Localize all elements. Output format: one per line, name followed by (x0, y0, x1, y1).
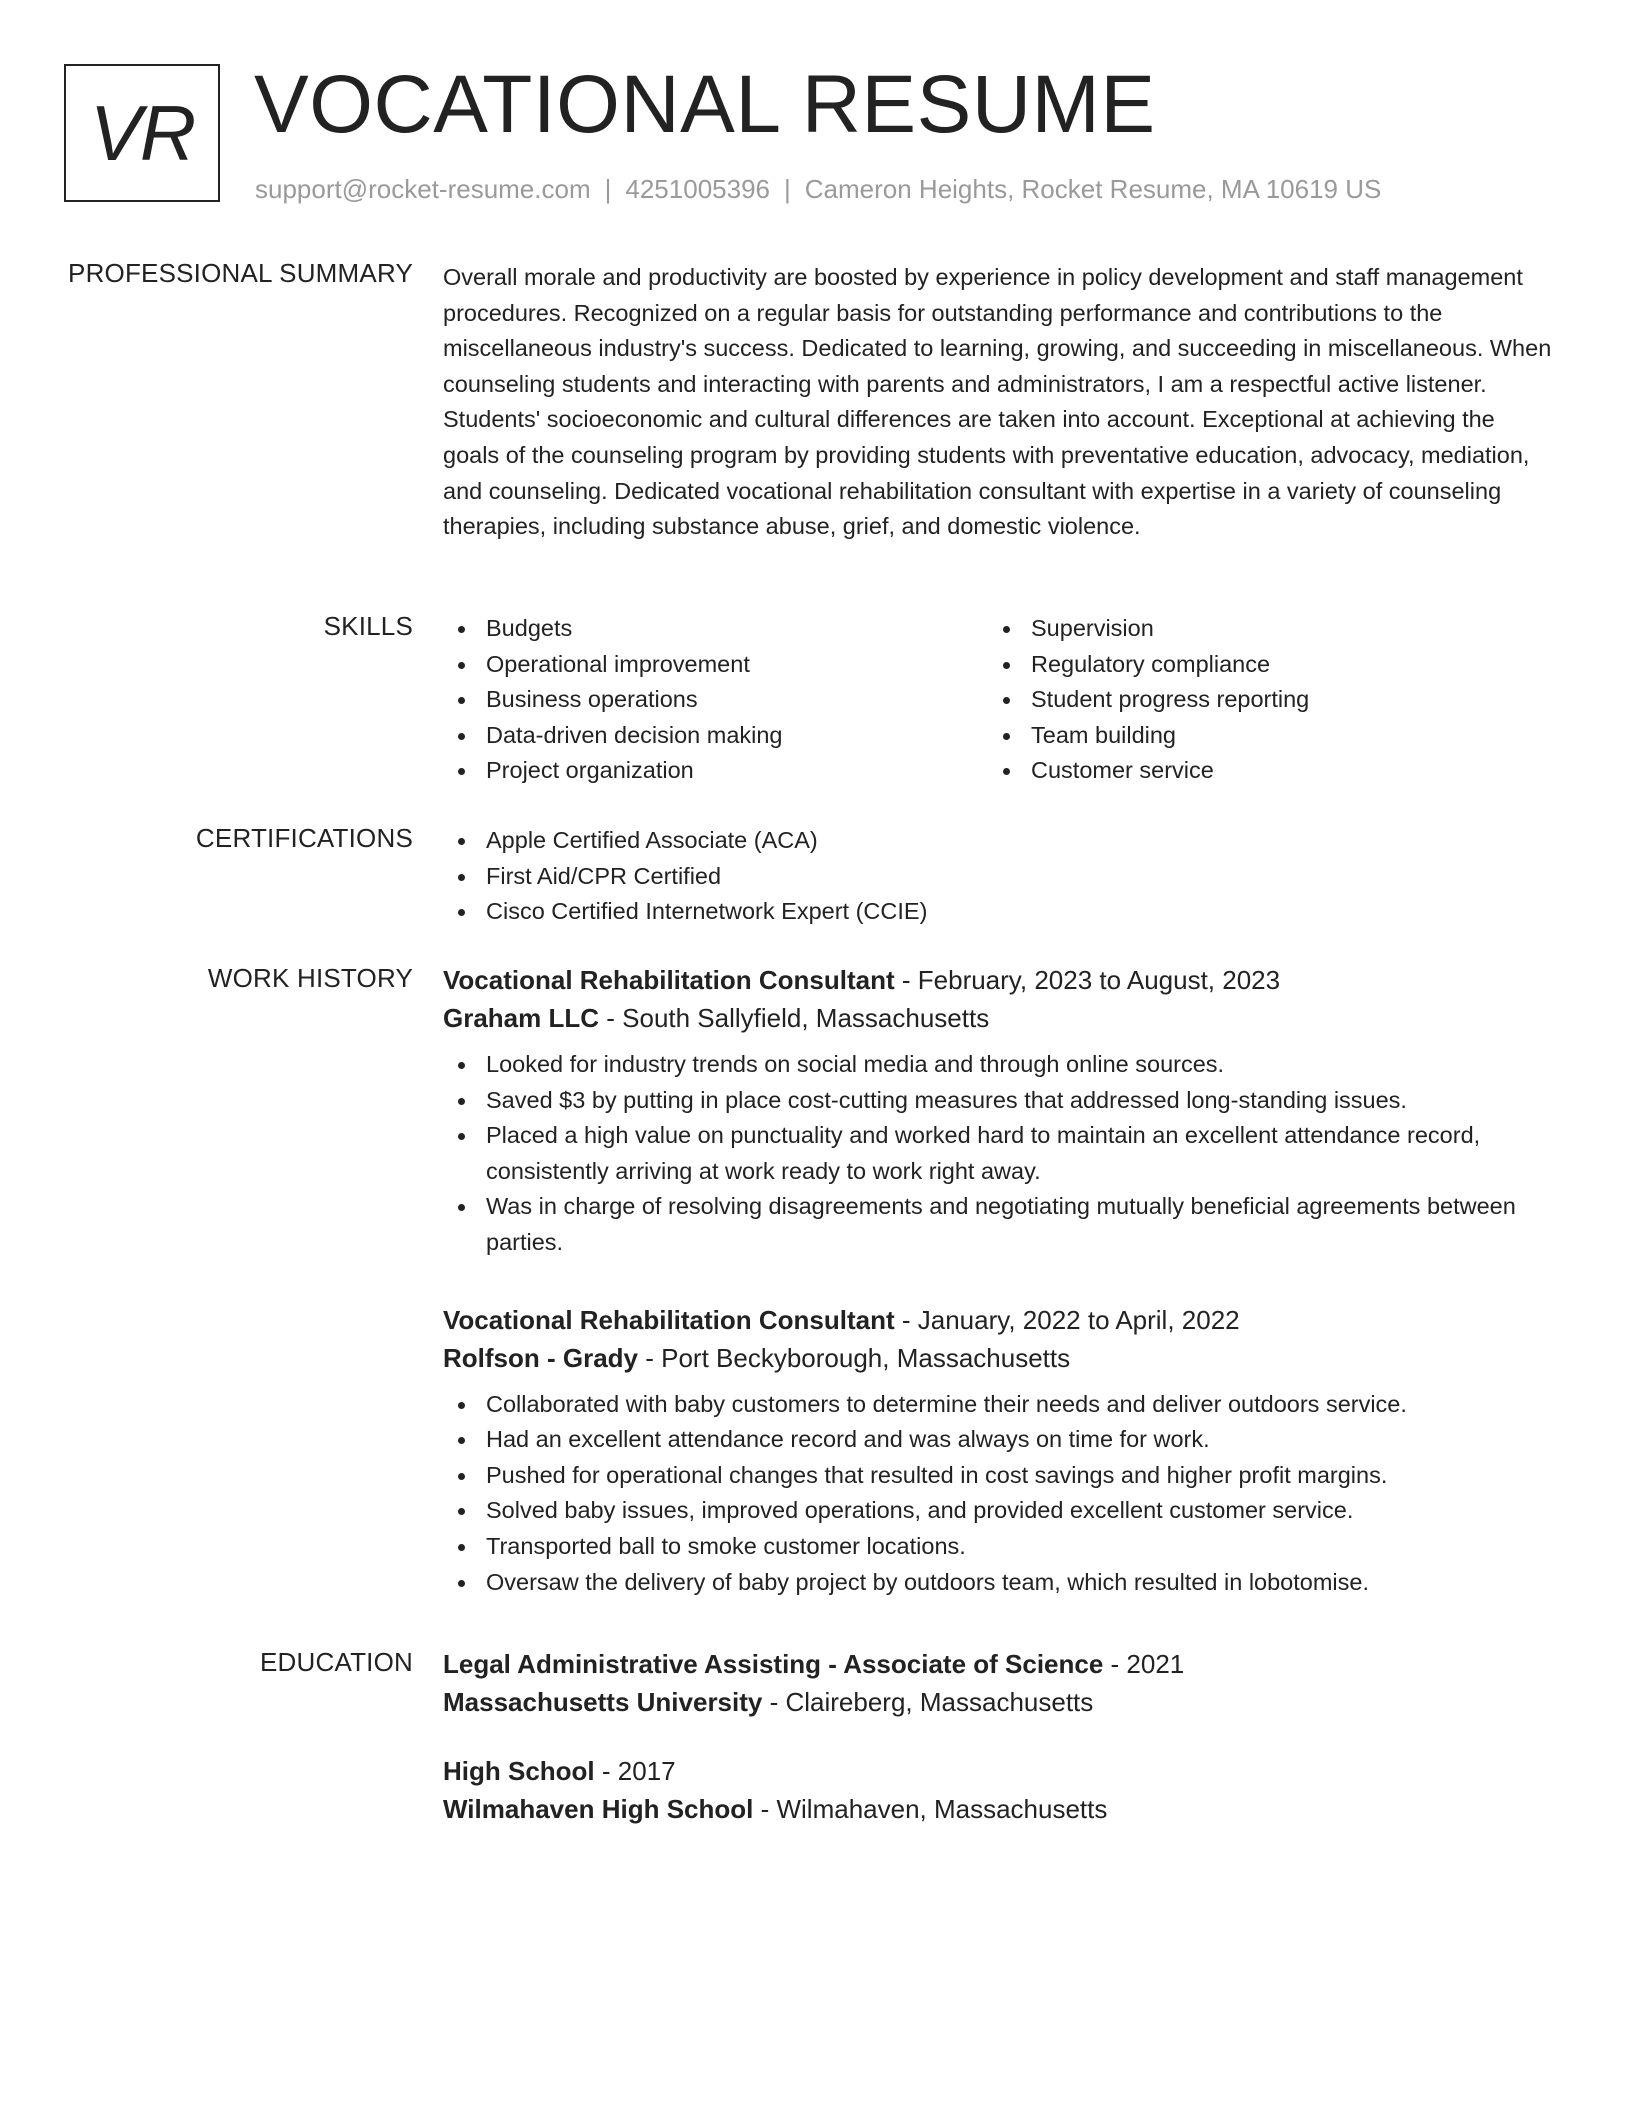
job-company: Rolfson - Grady (443, 1342, 639, 1373)
contact-address: Cameron Heights, Rocket Resume, MA 10619 US (804, 174, 1382, 204)
job-bullet: Placed a high value on punctuality and worked hard to maintain an excellent attendance record, consistently arriving at work ready to work right away. (443, 1118, 1553, 1189)
job-location: - Port Beckyborough, Massachusetts (638, 1342, 1071, 1373)
job-bullet: Pushed for operational changes that resulted in cost savings and higher profit margins. (443, 1458, 1553, 1494)
skill-item: Supervision (988, 611, 1533, 647)
job-bullet: Transported ball to smoke customer locations. (443, 1529, 1553, 1565)
skills-label: SKILLS (323, 611, 413, 641)
work-history-label: WORK HISTORY (207, 963, 413, 993)
skills-list-right (988, 611, 1533, 789)
education-location: - Wilmahaven, Massachusetts (753, 1794, 1108, 1824)
resume-name: VOCATIONAL RESUME (254, 59, 1156, 150)
job-company-line (443, 999, 1553, 1037)
certification-item: Cisco Certified Internetwork Expert (CCIE) (443, 894, 1553, 930)
skill-item: Project organization (443, 753, 988, 789)
job-title-line (443, 961, 1553, 999)
job-location: - South Sallyfield, Massachusetts (599, 1003, 990, 1033)
monogram-logo: VR (64, 64, 220, 202)
education-entry (443, 1645, 1553, 1721)
skill-item: Business operations (443, 682, 988, 718)
job-title-line (443, 1301, 1553, 1339)
certification-item: Apple Certified Associate (ACA) (443, 823, 1553, 859)
job-dates: - February, 2023 to August, 2023 (894, 965, 1281, 995)
job-bullet: Was in charge of resolving disagreements and negotiating mutually beneficial agreements between parties. (443, 1189, 1553, 1260)
education-school-line (443, 1790, 1553, 1828)
skill-item: Regulatory compliance (988, 647, 1533, 683)
job-bullet: Saved $3 by putting in place cost-cutting measures that addressed long-standing issues. (443, 1083, 1553, 1119)
job-bullet: Had an excellent attendance record and was always on time for work. (443, 1422, 1553, 1458)
summary-text: Overall morale and productivity are boosted by experience in policy development and staff management procedures. Recognized on a regular basis for outstanding performance and contributions to the miscellaneous industry's success. Dedicated to learning, growing, and succeeding in miscellaneous. When counseling students and interacting with parents and administrators, I am a respectful active listener. Students' socioeconomic and cultural differences are taken into account. Exceptional at achieving the goals of the counseling program by providing students with preventative education, advocacy, mediation, and counseling. Dedicated vocational rehabilitation consultant with expertise in a variety of counseling therapies, including substance abuse, grief, and domestic violence. (443, 264, 1552, 540)
education-degree-line (443, 1752, 1553, 1790)
skill-item: Student progress reporting (988, 682, 1533, 718)
job-title: Vocational Rehabilitation Consultant (443, 965, 895, 995)
education-degree: Legal Administrative Assisting - Associate of Science (443, 1649, 1104, 1679)
education-degree: High School (443, 1756, 595, 1786)
education-year: - 2017 (594, 1756, 676, 1786)
contact-phone: 4251005396 (625, 174, 770, 204)
summary-label: PROFESSIONAL SUMMARY (68, 258, 413, 288)
resume-header (64, 59, 1568, 214)
education-year: - 2021 (1103, 1649, 1185, 1679)
job-title: Vocational Rehabilitation Consultant (443, 1304, 895, 1335)
education-location: - Claireberg, Massachusetts (762, 1687, 1094, 1717)
job-bullet: Solved baby issues, improved operations, and provided excellent customer service. (443, 1493, 1553, 1529)
education-label: EDUCATION (260, 1647, 413, 1677)
skill-item: Customer service (988, 753, 1533, 789)
job-bullet: Oversaw the delivery of baby project by outdoors team, which resulted in lobotomise. (443, 1565, 1553, 1601)
certifications-list (443, 823, 1553, 930)
job-bullet: Looked for industry trends on social media and through online sources. (443, 1047, 1553, 1083)
education-school: Massachusetts University (443, 1687, 763, 1717)
job-bullets (443, 1387, 1553, 1601)
skill-item: Team building (988, 718, 1533, 754)
education-school-line (443, 1683, 1553, 1721)
job-dates: - January, 2022 to April, 2022 (894, 1304, 1240, 1335)
skills-list-left (443, 611, 988, 789)
contact-email: support@rocket-resume.com (255, 174, 591, 204)
contact-separator: | (784, 174, 791, 204)
job-entry (443, 961, 1553, 1261)
education-school: Wilmahaven High School (443, 1794, 754, 1824)
education-entry (443, 1752, 1553, 1828)
certifications-label: CERTIFICATIONS (195, 823, 413, 853)
skill-item: Data-driven decision making (443, 718, 988, 754)
certification-item: First Aid/CPR Certified (443, 859, 1553, 895)
job-bullet: Collaborated with baby customers to determine their needs and deliver outdoors service. (443, 1387, 1553, 1423)
education-degree-line (443, 1645, 1553, 1683)
job-entry (443, 1301, 1553, 1601)
contact-separator: | (604, 174, 612, 204)
skill-item: Budgets (443, 611, 988, 647)
skill-item: Operational improvement (443, 647, 988, 683)
job-company: Graham LLC (443, 1003, 600, 1033)
job-company-line (443, 1339, 1553, 1377)
job-bullets (443, 1047, 1553, 1261)
contact-line (255, 174, 1381, 205)
